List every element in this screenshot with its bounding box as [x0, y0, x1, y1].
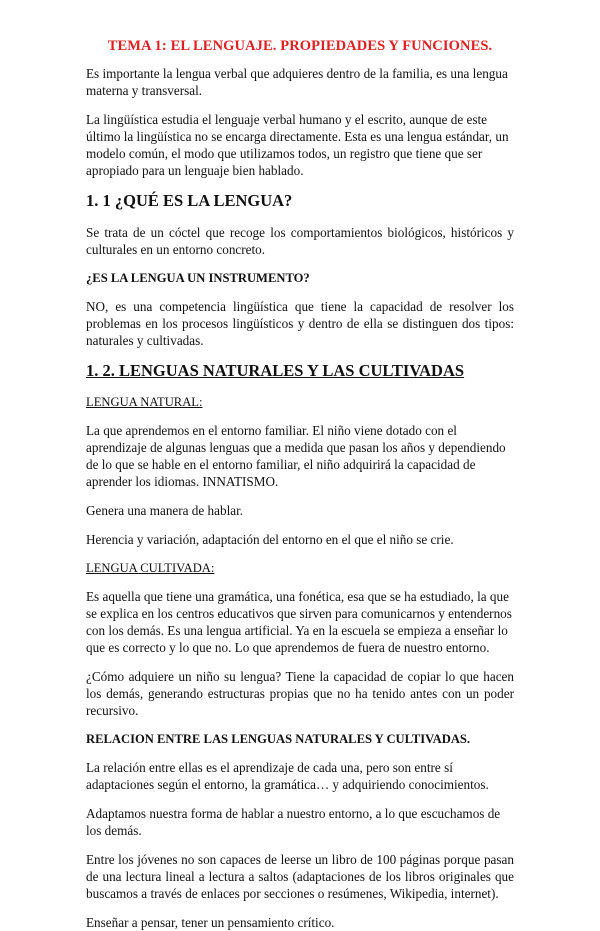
intro-paragraph-2: La lingüística estudia el lenguaje verbal humano y el escrito, aunque de este último la lingüística no se encarga directamente. Esta es una lengua estándar, un modelo común, el modo que utilizamos todos, un registro que tiene que ser apropiado para un lenguaje bien hablado. [86, 112, 509, 178]
relation-paragraph-3: Entre los jóvenes no son capaces de leerse un libro de 100 páginas porque pasan de una lectura lineal a lectura a saltos (adaptaciones de los libros originales que buscamos a través de enlaces por secciones o resúmenes, Wikipedia, internet). [86, 852, 514, 901]
section-1-subheading: ¿ES LA LENGUA UN INSTRUMENTO? [86, 271, 310, 285]
natural-paragraph-3: Herencia y variación, adaptación del entorno en el que el niño se crie. [86, 532, 454, 547]
section-2-heading [86, 361, 514, 381]
document-title: TEMA 1: EL LENGUAJE. PROPIEDADES Y FUNCIONES. [107, 38, 493, 54]
section-2-heading-text: 1. 2. LENGUAS NATURALES Y LAS CULTIVADAS [86, 361, 465, 380]
relation-paragraph-2: Adaptamos nuestra forma de hablar a nuestro entorno, a lo que escuchamos de los demás. [86, 806, 501, 838]
cultivated-paragraph-2: ¿Cómo adquiere un niño su lengua? Tiene la capacidad de copiar lo que hacen los demás, generando estructuras propias que no ha tenido antes con un poder recursivo. [86, 669, 514, 718]
intro-paragraph-1: Es importante la lengua verbal que adquieres dentro de la familia, es una lengua materna y transversal. [86, 66, 508, 98]
section-1-heading: 1. 1 ¿QUÉ ES LA LENGUA? [86, 191, 293, 210]
relation-heading: RELACION ENTRE LAS LENGUAS NATURALES Y CULTIVADAS. [86, 732, 471, 746]
cultivated-paragraph-1: Es aquella que tiene una gramática, una fonética, esa que se ha estudiado, la que se explica en los centros educativos que sirven para comunicarnos y entendernos con los demás. Es una lengua artificial. Ya en la escuela se empieza a enseñar lo que es correcto y lo que no. Lo que aprendemos de fuera de nuestro entorno. [86, 589, 512, 655]
relation-paragraph-4: Enseñar a pensar, tener un pensamiento crítico. [86, 915, 335, 930]
natural-paragraph-2: Genera una manera de hablar. [86, 503, 244, 518]
natural-language-label: LENGUA NATURAL: [86, 395, 203, 409]
natural-paragraph-1: La que aprendemos en el entorno familiar. El niño viene dotado con el aprendizaje de algunas lenguas que a medida que pasan los años y dependiendo de lo que se hable en el entorno familiar, el niño adquirirá la capacidad de aprender los idiomas. INNATISMO. [86, 423, 506, 489]
section-1-paragraph-1: Se trata de un cóctel que recoge los comportamientos biológicos, históricos y culturales en un entorno concreto. [86, 225, 514, 257]
section-1-paragraph-2: NO, es una competencia lingüística que tiene la capacidad de resolver los problemas en los procesos lingüísticos y dentro de ella se distinguen dos tipos: naturales y cultivadas. [86, 299, 514, 348]
relation-paragraph-1: La relación entre ellas es el aprendizaje de cada una, pero son entre sí adaptaciones según el entorno, la gramática… y adquiriendo conocimientos. [86, 760, 489, 792]
cultivated-language-label: LENGUA CULTIVADA: [86, 561, 215, 575]
